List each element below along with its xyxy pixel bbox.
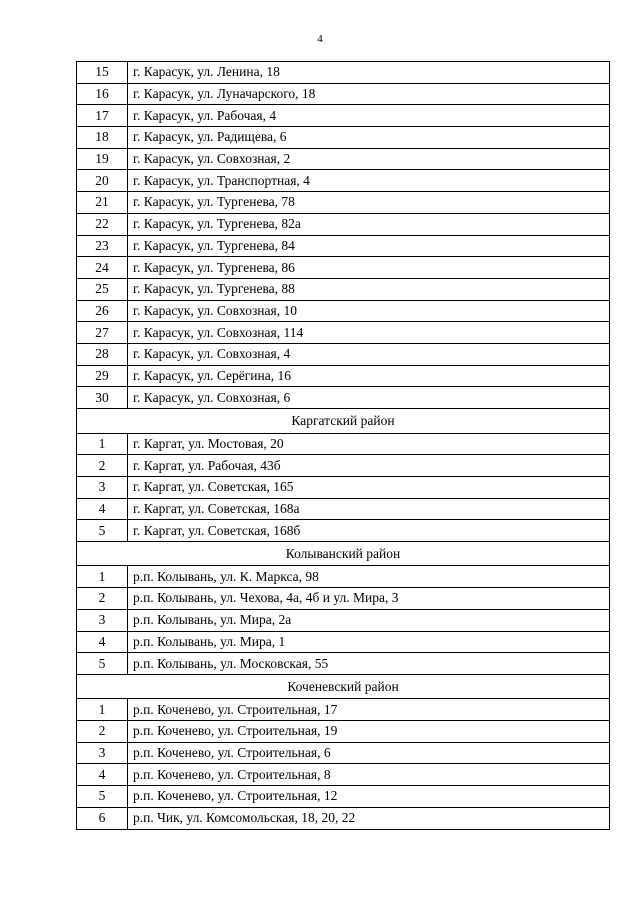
- row-address: г. Карасук, ул. Тургенева, 78: [128, 192, 610, 214]
- row-address: р.п. Колывань, ул. К. Маркса, 98: [128, 566, 610, 588]
- row-number: 2: [77, 721, 128, 743]
- table-row: [77, 631, 610, 653]
- table-row: [77, 127, 610, 149]
- row-number: 25: [77, 278, 128, 300]
- row-address: г. Карасук, ул. Совхозная, 4: [128, 343, 610, 365]
- row-number: 5: [77, 520, 128, 542]
- row-number: 5: [77, 786, 128, 808]
- table-row: [77, 365, 610, 387]
- row-address: р.п. Коченево, ул. Строительная, 19: [128, 721, 610, 743]
- table-row: [77, 300, 610, 322]
- row-address: р.п. Чик, ул. Комсомольская, 18, 20, 22: [128, 807, 610, 829]
- table-row: [77, 83, 610, 105]
- row-number: 4: [77, 631, 128, 653]
- table-row: [77, 807, 610, 829]
- table-row: [77, 278, 610, 300]
- table-row: [77, 721, 610, 743]
- row-number: 5: [77, 653, 128, 675]
- row-address: г. Карасук, ул. Транспортная, 4: [128, 170, 610, 192]
- row-number: 27: [77, 322, 128, 344]
- row-number: 3: [77, 476, 128, 498]
- row-number: 26: [77, 300, 128, 322]
- row-address: г. Каргат, ул. Рабочая, 43б: [128, 455, 610, 477]
- table-row: [77, 476, 610, 498]
- row-address: г. Карасук, ул. Совхозная, 6: [128, 387, 610, 409]
- row-number: 24: [77, 257, 128, 279]
- table-row: [77, 343, 610, 365]
- row-number: 16: [77, 83, 128, 105]
- row-number: 18: [77, 127, 128, 149]
- row-number: 2: [77, 588, 128, 610]
- table-row: [77, 387, 610, 409]
- page-number: 4: [317, 33, 323, 45]
- address-table-body: [77, 62, 610, 830]
- row-address: р.п. Коченево, ул. Строительная, 8: [128, 764, 610, 786]
- row-number: 15: [77, 62, 128, 84]
- row-address: р.п. Колывань, ул. Московская, 55: [128, 653, 610, 675]
- table-row: [77, 588, 610, 610]
- row-address: г. Карасук, ул. Совхозная, 114: [128, 322, 610, 344]
- row-number: 22: [77, 213, 128, 235]
- row-number: 29: [77, 365, 128, 387]
- row-number: 2: [77, 455, 128, 477]
- row-address: г. Карасук, ул. Радищева, 6: [128, 127, 610, 149]
- section-title: Колыванский район: [77, 541, 610, 566]
- table-row: [77, 566, 610, 588]
- row-address: р.п. Коченево, ул. Строительная, 12: [128, 786, 610, 808]
- table-row: [77, 498, 610, 520]
- row-address: г. Карасук, ул. Тургенева, 86: [128, 257, 610, 279]
- row-address: г. Карасук, ул. Тургенева, 84: [128, 235, 610, 257]
- section-title: Коченевский район: [77, 674, 610, 699]
- table-row: [77, 322, 610, 344]
- row-number: 3: [77, 609, 128, 631]
- row-number: 30: [77, 387, 128, 409]
- row-address: г. Карасук, ул. Совхозная, 10: [128, 300, 610, 322]
- table-row: [77, 520, 610, 542]
- row-address: г. Карасук, ул. Ленина, 18: [128, 62, 610, 84]
- table-row: [77, 764, 610, 786]
- table-row: [77, 699, 610, 721]
- row-number: 1: [77, 699, 128, 721]
- section-title: Каргатский район: [77, 409, 610, 434]
- row-address: г. Каргат, ул. Советская, 165: [128, 476, 610, 498]
- row-number: 4: [77, 764, 128, 786]
- table-row: [77, 653, 610, 675]
- row-address: г. Карасук, ул. Тургенева, 82а: [128, 213, 610, 235]
- row-address: г. Карасук, ул. Серёгина, 16: [128, 365, 610, 387]
- row-address: р.п. Колывань, ул. Чехова, 4а, 4б и ул. Мира, 3: [128, 588, 610, 610]
- table-row: [77, 433, 610, 455]
- table-row: [77, 786, 610, 808]
- row-address: р.п. Коченево, ул. Строительная, 6: [128, 742, 610, 764]
- table-row: [77, 105, 610, 127]
- row-address: г. Карасук, ул. Совхозная, 2: [128, 148, 610, 170]
- section-header-row: [77, 409, 610, 434]
- section-header-row: [77, 541, 610, 566]
- table-row: [77, 192, 610, 214]
- row-address: р.п. Коченево, ул. Строительная, 17: [128, 699, 610, 721]
- row-address: г. Карасук, ул. Луначарского, 18: [128, 83, 610, 105]
- row-address: р.п. Колывань, ул. Мира, 2а: [128, 609, 610, 631]
- table-row: [77, 213, 610, 235]
- row-number: 20: [77, 170, 128, 192]
- row-number: 21: [77, 192, 128, 214]
- table-row: [77, 235, 610, 257]
- row-number: 1: [77, 566, 128, 588]
- table-row: [77, 742, 610, 764]
- address-table: [76, 61, 610, 830]
- row-address: г. Карасук, ул. Рабочая, 4: [128, 105, 610, 127]
- row-address: р.п. Колывань, ул. Мира, 1: [128, 631, 610, 653]
- row-number: 28: [77, 343, 128, 365]
- table-row: [77, 455, 610, 477]
- section-header-row: [77, 674, 610, 699]
- table-row: [77, 257, 610, 279]
- row-number: 3: [77, 742, 128, 764]
- row-number: 19: [77, 148, 128, 170]
- row-number: 6: [77, 807, 128, 829]
- row-address: г. Карасук, ул. Тургенева, 88: [128, 278, 610, 300]
- table-row: [77, 170, 610, 192]
- row-number: 23: [77, 235, 128, 257]
- row-address: г. Каргат, ул. Советская, 168а: [128, 498, 610, 520]
- row-number: 4: [77, 498, 128, 520]
- table-row: [77, 62, 610, 84]
- table-row: [77, 148, 610, 170]
- table-row: [77, 609, 610, 631]
- row-address: г. Каргат, ул. Мостовая, 20: [128, 433, 610, 455]
- row-number: 1: [77, 433, 128, 455]
- row-number: 17: [77, 105, 128, 127]
- row-address: г. Каргат, ул. Советская, 168б: [128, 520, 610, 542]
